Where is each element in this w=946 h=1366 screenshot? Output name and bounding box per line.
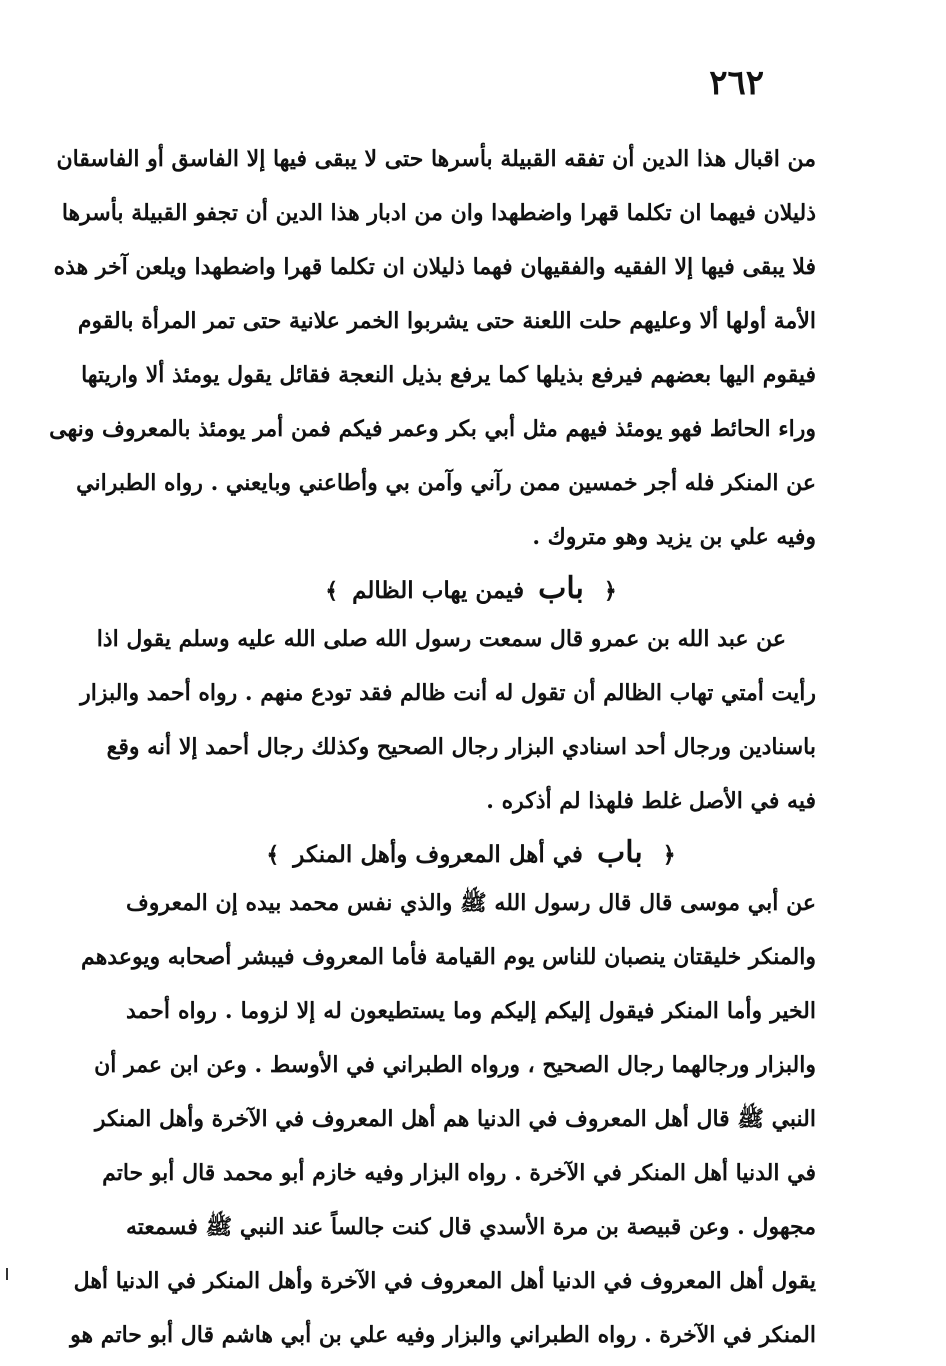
- text-line: رأيت أمتي تهاب الظالم أن تقول له أنت ظالم فقد تودع منهم . رواه أحمد والبزار: [80, 680, 816, 706]
- text-line: الأمة أولها ألا وعليهم حلت اللعنة حتى يشربوا الخمر علانية حتى تمر المرأة بالقوم: [77, 308, 816, 334]
- text-line: مجهول . وعن قبيصة بن مرة الأسدي قال كنت جالساً عند النبي ﷺ فسمعته: [126, 1214, 816, 1240]
- text-line: في الدنيا أهل المنكر في الآخرة . رواه البزار وفيه خازم أبو محمد قال أبو حاتم: [102, 1160, 816, 1186]
- heading-bracket-close: ﴾: [325, 578, 339, 604]
- text-line: عن المنكر فله أجر خمسين ممن رآني وآمن بي وأطاعني وبايعني . رواه الطبراني: [76, 470, 816, 496]
- text-line: والمنكر خليقتان ينصبان للناس يوم القيامة فأما المعروف فيبشر أصحابه ويوعدهم: [81, 944, 816, 970]
- text-line: عن عبد الله بن عمرو قال سمعت رسول الله صلى الله عليه وسلم يقول اذا: [96, 626, 786, 652]
- heading-bab: باب: [596, 835, 643, 870]
- heading-bracket-open: ﴿: [662, 842, 676, 868]
- text-line: وفيه علي بن يزيد وهو متروك .: [532, 524, 816, 550]
- text-line: والبزار ورجالهما رجال الصحيح ، ورواه الطبراني في الأوسط . وعن ابن عمر أن: [94, 1052, 816, 1078]
- text-line: فيقوم اليها بعضهم فيرفع بذيلها كما يرفع بذيل النعجة فقائل يقول يومئذ ألا واريتها: [81, 362, 816, 388]
- text-line: فيه في الأصل غلط فلهذا لم أذكره .: [486, 788, 816, 814]
- heading-bab: باب: [538, 571, 584, 606]
- page-number: ٢٦٢: [709, 63, 764, 103]
- text-line: فلا يبقى فيها إلا الفقيه والفقيهان فهما ذليلان ان تكلما قهرا واضطهدا ويلعن آخر هذه: [53, 254, 816, 280]
- text-line: النبي ﷺ قال أهل المعروف في الدنيا هم أهل المعروف في الآخرة وأهل المنكر: [94, 1106, 816, 1132]
- heading-title: في أهل المعروف وأهل المنكر: [293, 841, 583, 868]
- text-line: الخير وأما المنكر فيقول إليكم إليكم وما يستطيعون له إلا لزوما . رواه أحمد: [126, 998, 816, 1024]
- text-line: من اقبال هذا الدين أن تفقه القبيلة بأسرها حتى لا يبقى فيها إلا الفاسق أو الفاسقان: [56, 146, 816, 172]
- text-line: المنكر في الآخرة . رواه الطبراني والبزار وفيه علي بن أبي هاشم قال أبو حاتم هو: [70, 1322, 816, 1348]
- text-line: باسنادين ورجال أحد اسنادي البزار رجال الصحيح وكذلك رجال أحمد إلا أنه وقع: [106, 734, 816, 760]
- heading-title: فيمن يهاب الظالم: [352, 577, 525, 604]
- section-heading: [126, 570, 816, 608]
- text-line: يقول أهل المعروف في الدنيا أهل المعروف في الآخرة وأهل المنكر في الدنيا أهل: [73, 1268, 816, 1294]
- heading-bracket-open: ﴿: [603, 578, 617, 604]
- margin-mark: [6, 1268, 8, 1280]
- text-line: وراء الحائط فهو يومئذ فيهم مثل أبي بكر وعمر فيكم فمن أمر يومئذ بالمعروف ونهى: [49, 416, 816, 442]
- section-heading: [126, 834, 816, 872]
- heading-bracket-close: ﴾: [266, 842, 280, 868]
- text-line: عن أبي موسى قال قال رسول الله ﷺ والذي نفس محمد بيده إن المعروف: [126, 890, 816, 916]
- text-line: ذليلان فيهما ان تكلما قهرا واضطهدا وان من ادبار هذا الدين أن تجفو القبيلة بأسرها: [61, 200, 816, 226]
